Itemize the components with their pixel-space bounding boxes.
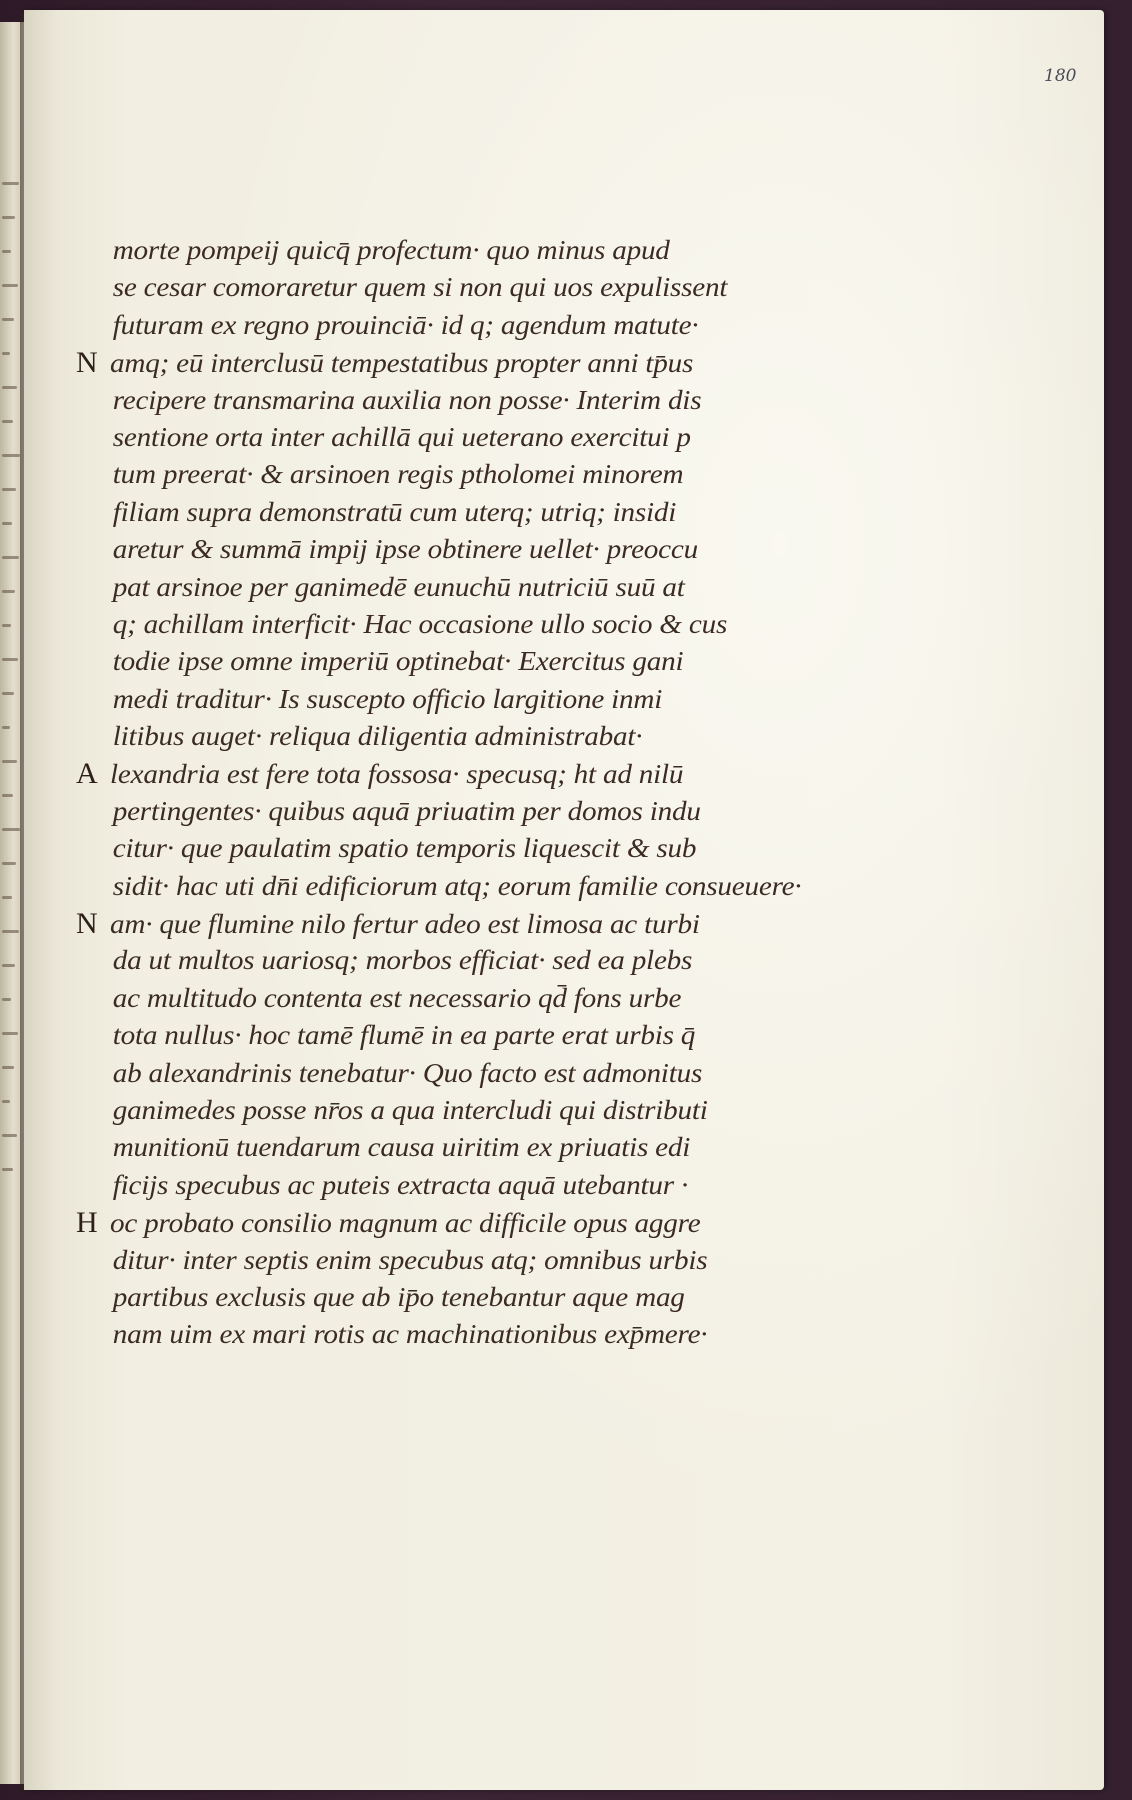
initial-letter: N bbox=[76, 907, 98, 941]
line-text: tum preerat· & arsinoen regis ptholomei minorem bbox=[112, 459, 684, 490]
manuscript-line bbox=[76, 681, 896, 718]
facing-text-fragment bbox=[2, 828, 20, 831]
line-text: futuram ex regno prouinciā· id q; agendum matute· bbox=[112, 309, 699, 340]
manuscript-line bbox=[76, 1129, 896, 1166]
facing-text-fragment bbox=[2, 1134, 17, 1137]
manuscript-line bbox=[76, 1316, 896, 1353]
manuscript-line bbox=[76, 1017, 896, 1054]
manuscript-line bbox=[76, 1279, 896, 1316]
line-text: morte pompeij quicq̄ profectum· quo minus apud bbox=[112, 235, 670, 265]
line-text: litibus auget· reliqua diligentia administrabat· bbox=[112, 721, 643, 752]
line-text: tota nullus· hoc tamē flumē in ea parte erat urbis q̄ bbox=[112, 1020, 696, 1051]
manuscript-line bbox=[76, 905, 896, 942]
facing-text-fragment bbox=[2, 284, 18, 287]
manuscript-folio bbox=[24, 10, 1104, 1790]
line-text: oc probato consilio magnum ac difficile opus aggre bbox=[110, 1208, 701, 1239]
line-text: medi traditur· Is suscepto officio largitione inmi bbox=[112, 683, 663, 714]
manuscript-line bbox=[76, 382, 896, 419]
facing-text-fragment bbox=[2, 896, 12, 899]
manuscript-line bbox=[76, 793, 896, 830]
manuscript-line bbox=[76, 755, 896, 792]
facing-text-fragment bbox=[2, 420, 13, 423]
manuscript-line bbox=[76, 494, 896, 531]
manuscript-line bbox=[76, 232, 896, 269]
manuscript-line bbox=[76, 606, 896, 643]
initial-letter: H bbox=[76, 1206, 98, 1240]
line-text: recipere transmarina auxilia non posse· Interim dis bbox=[112, 384, 702, 415]
line-text: q; achillam interficit· Hac occasione ullo socio & cus bbox=[112, 608, 728, 639]
facing-text-fragment bbox=[2, 692, 14, 695]
initial-letter: A bbox=[76, 757, 98, 791]
manuscript-line bbox=[76, 1167, 896, 1204]
facing-text-fragment bbox=[2, 1032, 18, 1035]
manuscript-line bbox=[76, 942, 896, 979]
manuscript-line bbox=[76, 307, 896, 344]
line-text: ganimedes posse nr̄os a qua intercludi qui distributi bbox=[112, 1094, 708, 1125]
manuscript-line bbox=[76, 1092, 896, 1129]
manuscript-line bbox=[76, 643, 896, 680]
initial-letter: N bbox=[76, 346, 98, 380]
facing-text-fragment bbox=[2, 488, 16, 491]
manuscript-line bbox=[76, 718, 896, 755]
line-text: citur· que paulatim spatio temporis liquescit & sub bbox=[112, 833, 697, 864]
line-text: am· que flumine nilo fertur adeo est limosa ac turbi bbox=[110, 909, 700, 940]
line-text: da ut multos uariosq; morbos efficiat· sed ea plebs bbox=[112, 945, 693, 976]
facing-text-fragment bbox=[2, 760, 17, 763]
facing-text-fragment bbox=[2, 522, 12, 525]
facing-text-fragment bbox=[2, 1100, 10, 1103]
manuscript-line bbox=[76, 830, 896, 867]
facing-text-fragment bbox=[2, 318, 14, 321]
line-text: ac multitudo contenta est necessario qd̄ fons urbe bbox=[112, 982, 682, 1013]
manuscript-line bbox=[76, 344, 896, 381]
facing-text-fragment bbox=[2, 216, 15, 219]
facing-text-fragment bbox=[2, 862, 16, 865]
manuscript-line bbox=[76, 531, 896, 568]
line-text: lexandria est fere tota fossosa· specusq; ht ad nilū bbox=[110, 759, 684, 790]
facing-text-fragment bbox=[2, 1066, 14, 1069]
manuscript-line bbox=[76, 1242, 896, 1279]
manuscript-line bbox=[76, 868, 896, 905]
facing-text-fragment bbox=[2, 624, 11, 627]
facing-text-fragment bbox=[2, 998, 11, 1001]
line-text: filiam supra demonstratū cum uterq; utriq; insidi bbox=[112, 496, 677, 527]
text-block bbox=[76, 232, 896, 1354]
line-text: ficijs specubus ac puteis extracta aquā utebantur · bbox=[112, 1169, 689, 1200]
facing-text-fragment bbox=[2, 352, 10, 355]
facing-text-fragment bbox=[2, 1168, 13, 1171]
manuscript-line bbox=[76, 269, 896, 306]
facing-text-fragment bbox=[2, 556, 19, 559]
line-text: ditur· inter septis enim specubus atq; omnibus urbis bbox=[112, 1244, 708, 1275]
facing-text-fragment bbox=[2, 250, 11, 253]
line-text: sentione orta inter achillā qui ueterano exercitui p bbox=[112, 421, 691, 452]
facing-text-fragment bbox=[2, 386, 17, 389]
line-text: amq; eū interclusū tempestatibus propter anni tp̄us bbox=[110, 348, 694, 379]
folio-number: 180 bbox=[1044, 66, 1077, 86]
line-text: partibus exclusis que ab ip̄o tenebantur aque mag bbox=[112, 1281, 685, 1312]
facing-text-fragment bbox=[2, 794, 13, 797]
line-text: munitionū tuendarum causa uiritim ex priuatis edi bbox=[112, 1132, 691, 1163]
facing-text-fragment bbox=[2, 590, 15, 593]
line-text: sidit· hac uti dn̄i edificiorum atq; eorum familie consueuere· bbox=[112, 870, 802, 901]
facing-text-fragment bbox=[2, 964, 15, 967]
facing-text-fragment bbox=[2, 182, 19, 185]
facing-text-fragment bbox=[2, 454, 20, 457]
manuscript-line bbox=[76, 1204, 896, 1241]
manuscript-line bbox=[76, 1055, 896, 1092]
line-text: ab alexandrinis tenebatur· Quo facto est admonitus bbox=[112, 1057, 703, 1088]
facing-text-fragment bbox=[2, 658, 18, 661]
line-text: aretur & summā impij ipse obtinere uellet· preoccu bbox=[112, 534, 698, 565]
line-text: nam uim ex mari rotis ac machinationibus exp̄mere· bbox=[112, 1319, 708, 1350]
manuscript-line bbox=[76, 456, 896, 493]
line-text: pat arsinoe per ganimedē eunuchū nutriciū suū at bbox=[112, 571, 685, 602]
manuscript-line bbox=[76, 569, 896, 606]
manuscript-line bbox=[76, 980, 896, 1017]
line-text: se cesar comoraretur quem si non qui uos expulissent bbox=[112, 272, 728, 303]
line-text: todie ipse omne imperiū optinebat· Exercitus gani bbox=[112, 646, 684, 677]
manuscript-line bbox=[76, 419, 896, 456]
facing-text-fragment bbox=[2, 930, 19, 933]
line-text: pertingentes· quibus aquā priuatim per domos indu bbox=[112, 795, 701, 826]
facing-text-fragment bbox=[2, 726, 10, 729]
